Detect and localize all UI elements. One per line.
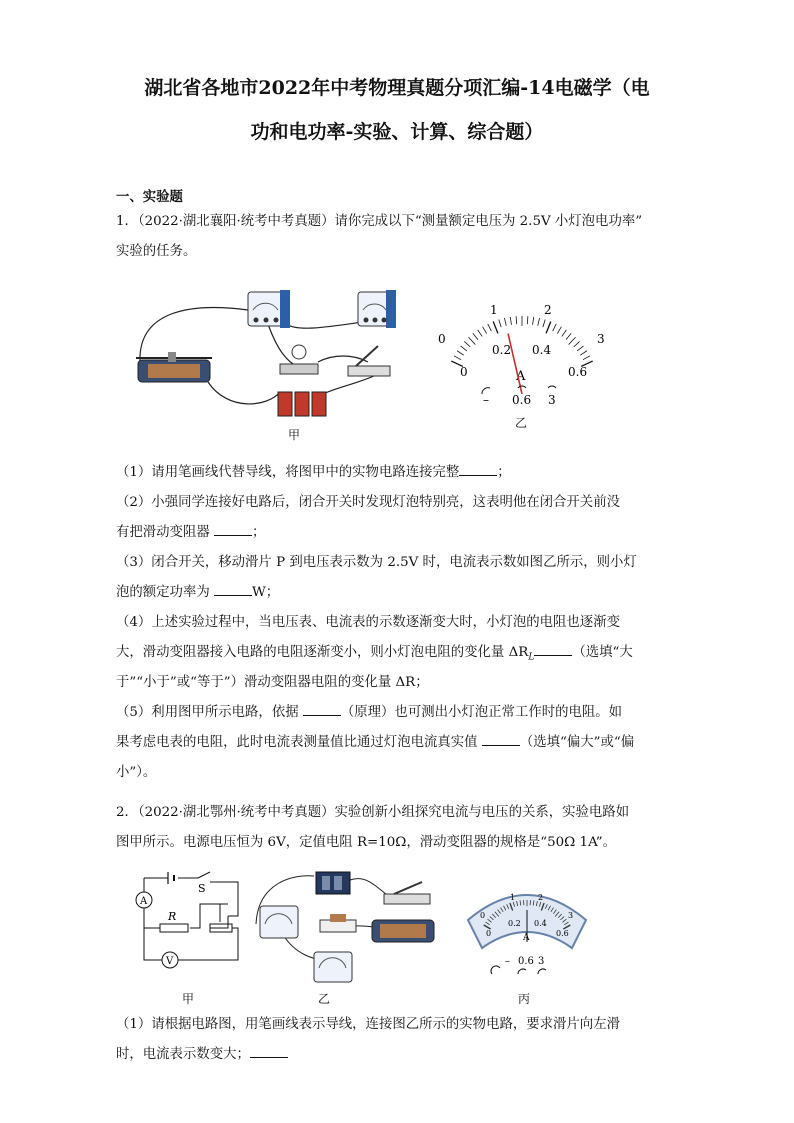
- dial-tick: [483, 327, 487, 334]
- dial-tick: [464, 341, 470, 346]
- scale-bottom-3: 0.6: [568, 365, 588, 379]
- dial-tick: [527, 316, 528, 324]
- dial-tick: [510, 317, 511, 325]
- q1-sub-4-line-1: （4）上述实验过程中，当电压表、电流表的示数逐渐变大时，小灯泡的电阻也逐渐变: [116, 615, 620, 630]
- q1-sub-1: （1）请用笔画线代替导线，将图甲中的实物电路连接完整 ；: [116, 461, 676, 485]
- unit-label: A: [523, 933, 530, 943]
- answer-blank[interactable]: [250, 1043, 288, 1058]
- ammeter-device: [260, 906, 298, 938]
- q2-caption-yi: 乙: [318, 992, 331, 1006]
- battery-box: [316, 872, 350, 894]
- scale-bottom-3: 0.6: [556, 929, 569, 938]
- q1-sub-2-line-2: 有把滑动变阻器 ；: [116, 521, 676, 545]
- unit-label: A: [516, 369, 526, 384]
- scale-bottom-1: 0.2: [508, 919, 521, 928]
- dial-tick: [533, 317, 534, 325]
- resistor-label: R: [168, 910, 177, 923]
- dial-tick: [499, 320, 501, 328]
- dial-tick: [580, 351, 587, 355]
- terminal-3: 3: [548, 393, 556, 407]
- voltmeter-device: [314, 952, 352, 982]
- switch-device: [384, 882, 430, 904]
- q2-stem-line-2: 图甲所示。电源电压恒为 6V，定值电阻 R=10Ω，滑动变阻器的规格是“50Ω 1A”。: [116, 835, 617, 850]
- dial-tick: [577, 346, 583, 351]
- terminal-minus: –: [483, 393, 489, 407]
- dial-tick: [473, 333, 478, 339]
- dial-tick: [546, 322, 551, 334]
- scale-bottom-0: 0: [486, 929, 492, 938]
- scale-top-0: 0: [480, 911, 486, 920]
- q1-sub-5-line-1: （5）利用图甲所示电路，依据 （原理）也可测出小灯泡正常工作时的电阻。如: [116, 701, 676, 725]
- dial-tick: [457, 351, 464, 355]
- dial-tick: [574, 341, 580, 346]
- dial-tick: [557, 327, 561, 334]
- dial-tick: [454, 356, 461, 360]
- q1-stem-line-2: 实验的任务。: [116, 244, 197, 259]
- dial-tick: [569, 337, 576, 344]
- scale-bottom-1: 0.2: [492, 343, 512, 357]
- scale-top-1: 1: [510, 893, 516, 902]
- terminal-0-6: 0.6: [512, 393, 532, 407]
- q2-figure-jia-schematic: [130, 870, 242, 976]
- document-title: [80, 66, 714, 154]
- scale-bottom-2: 0.4: [534, 919, 547, 928]
- dial-tick: [562, 330, 567, 337]
- dial-tick: [468, 337, 475, 344]
- scale-bottom-0: 0: [460, 365, 468, 379]
- scale-bottom-2: 0.4: [532, 343, 552, 357]
- scale-top-2: 2: [544, 303, 552, 317]
- q2-stem-line-1: 2．（2022·湖北鄂州·统考中考真题）实验创新小组探究电流与电压的关系，实验电路如: [116, 805, 630, 820]
- q2-figure-bing-ammeter-dial: [462, 876, 592, 980]
- q1-figure-yi-ammeter-dial: [432, 296, 612, 416]
- scale-top-3: 3: [568, 911, 574, 920]
- answer-blank[interactable]: [214, 521, 252, 536]
- answer-blank[interactable]: [482, 731, 520, 746]
- rheostat-device: [136, 352, 212, 382]
- q1-caption-jia: 甲: [288, 428, 301, 442]
- rheostat-device: [372, 920, 434, 942]
- section-heading: 一、实验题: [116, 189, 183, 205]
- switch-device: [348, 346, 390, 376]
- q1-stem-line-1: 1．（2022·湖北襄阳·统考中考真题）请你完成以下“测量额定电压为 2.5V 小灯泡电功率”: [116, 214, 643, 229]
- switch-label: S: [198, 882, 206, 895]
- voltmeter-device: [358, 290, 396, 328]
- answer-blank[interactable]: [303, 701, 341, 716]
- bulb-device: [280, 345, 318, 374]
- dial-needle: [508, 334, 522, 394]
- resistor-device: [320, 914, 356, 932]
- dial-tick: [538, 318, 540, 326]
- battery-pack: [278, 392, 326, 416]
- q1-sub-3-line-1: （3）闭合开关，移动滑片 P 到电压表示数为 2.5V 时，电流表示数如图乙所示，则小灯: [116, 555, 637, 570]
- q1-sub-4-line-2: 大，滑动变阻器接入电路的电阻逐渐变小，则小灯泡电阻的变化量 $\Delta R_L$ （选填“大: [116, 641, 676, 670]
- q1-sub-2-line-1: （2）小强同学连接好电路后，闭合开关时发现灯泡特别亮，这表明他在闭合开关前没: [116, 495, 620, 510]
- dial-tick: [543, 320, 545, 328]
- scale-top-0: 0: [438, 332, 446, 346]
- dial-tick: [493, 322, 498, 334]
- answer-blank[interactable]: [214, 581, 252, 596]
- q2-sub-1-line-2: 时，电流表示数变大；: [116, 1043, 676, 1067]
- ammeter-label: A: [140, 896, 148, 907]
- q1-sub-3-line-2: 泡的额定功率为 W；: [116, 581, 676, 605]
- answer-blank[interactable]: [459, 461, 497, 476]
- terminal-minus: –: [505, 956, 510, 967]
- q1-sub-5-line-2: 果考虑电表的电阻，此时电流表测量值比通过灯泡电流真实值 （选填“偏大”或“偏: [116, 731, 676, 755]
- terminal-3: 3: [538, 956, 545, 967]
- q2-sub-1-line-1: （1）请根据电路图，用笔画线表示导线，连接图乙所示的实物电路，要求滑片向左滑: [116, 1017, 620, 1032]
- dial-ticks: [451, 316, 592, 366]
- dial-tick: [461, 346, 467, 351]
- dial-tick: [566, 333, 571, 339]
- scale-top-1: 1: [490, 303, 498, 317]
- dial-tick: [504, 318, 506, 326]
- dial-tick: [516, 316, 517, 324]
- dial-tick: [553, 324, 557, 331]
- q1-caption-yi: 乙: [515, 416, 528, 430]
- terminal-0-6: 0.6: [518, 956, 534, 967]
- voltmeter-label: V: [166, 956, 174, 967]
- answer-blank[interactable]: [534, 641, 572, 656]
- title-line-2: 功和电功率-实验、计算、综合题）: [250, 121, 544, 143]
- dial-tick: [478, 330, 483, 337]
- q1-sub-5-line-3: 小”）。: [116, 765, 157, 780]
- scale-top-2: 2: [538, 893, 544, 902]
- q2-caption-jia: 甲: [182, 992, 195, 1006]
- title-line-1: 湖北省各地市2022年中考物理真题分项汇编-14电磁学（电: [144, 77, 650, 99]
- q1-figure-jia-circuit: [128, 282, 398, 422]
- scale-top-3: 3: [597, 332, 605, 346]
- dial-tick: [488, 324, 492, 331]
- q2-figure-yi-circuit: [254, 862, 450, 984]
- resistor-symbol: [160, 924, 188, 932]
- ammeter-device: [248, 290, 290, 328]
- q1-sub-4-line-3: 于”“小于”或“等于”）滑动变阻器电阻的变化量 ΔR；: [116, 675, 429, 690]
- q2-caption-bing: 丙: [518, 992, 531, 1006]
- dial-tick: [583, 356, 590, 360]
